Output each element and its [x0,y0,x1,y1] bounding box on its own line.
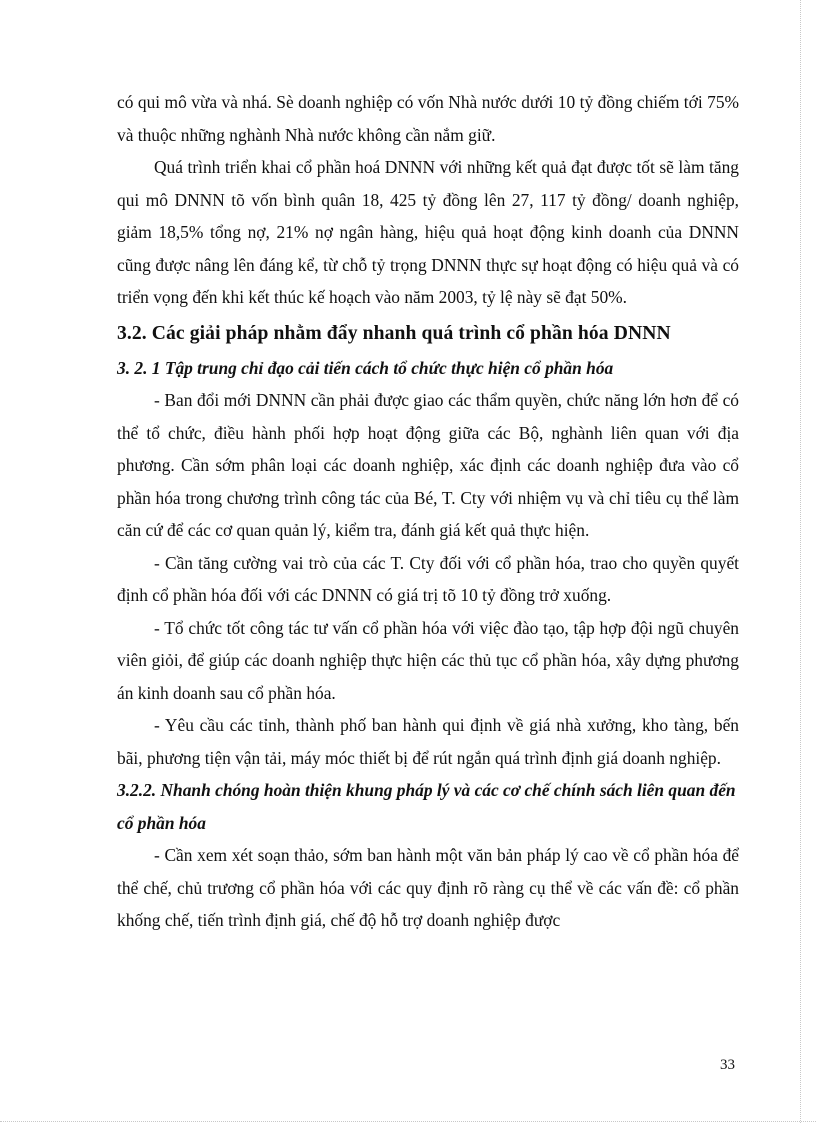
subsection-1-heading: 3. 2. 1 Tập trung chỉ đạo cải tiến cách tổ chức thực hiện cổ phần hóa [117,357,614,378]
page-edge-right [800,0,801,1123]
subsection-1-paragraph: - Yêu cầu các tỉnh, thành phố ban hành qui định về giá nhà xưởng, kho tàng, bến bãi, phương tiện vận tải, máy móc thiết bị để rút ngắn quá trình định giá doanh nghiệp. [117,715,739,768]
section-heading: 3.2. Các giải pháp nhằm đẩy nhanh quá trình cổ phần hóa DNNN [117,322,671,344]
subsection-1-paragraph: - Tổ chức tốt công tác tư vấn cổ phần hóa với việc đào tạo, tập hợp đội ngũ chuyên viên giỏi, để giúp các doanh nghiệp thực hiện các thủ tục cổ phần hóa, xây dựng phương án kinh doanh sau cổ phần hóa. [117,617,739,703]
subsection-2-heading: 3.2.2. Nhanh chóng hoàn thiện khung pháp lý và các cơ chế chính sách liên quan đến cổ phần hóa [117,780,736,833]
subsection-2-paragraph: - Cần xem xét soạn thảo, sớm ban hành một văn bản pháp lý cao về cổ phần hóa để thể chế, chủ trương cổ phần hóa với các quy định rõ ràng cụ thể về các vấn đề: cổ phần khống chế, tiến trình định giá, chế độ hỗ trợ doanh nghiệp được [117,845,739,930]
subsection-1-paragraph: - Ban đổi mới DNNN cần phải được giao các thẩm quyền, chức năng lớn hơn để có thể tổ chức, điều hành phối hợp hoạt động giữa các Bộ, nghành liên quan với địa phương. Cần sớm phân loại các doanh nghiệp, xác định các doanh nghiệp đưa vào cổ phần hóa trong chương trình công tác của Bé, T. Cty với nhiệm vụ và chỉ tiêu cụ thể làm căn cứ để các cơ quan quản lý, kiểm tra, đánh giá kết quả thực hiện. [117,390,739,540]
page-number: 33 [720,1057,735,1073]
page-content [117,86,739,937]
subsection-1-paragraph: - Cần tăng cường vai trò của các T. Cty đối với cổ phần hóa, trao cho quyền quyết định cổ phần hóa đối với các DNNN có giá trị tõ 10 tỷ đồng trở xuống. [117,552,739,605]
page-edge-bottom [0,1121,816,1122]
intro-paragraph-1: có qui mô vừa và nhá. Sè doanh nghiệp có vốn Nhà nước dưới 10 tỷ đồng chiếm tới 75% và thuộc những nghành Nhà nước không cần nắm giữ. [117,92,739,145]
intro-paragraph-2: Quá trình triển khai cổ phần hoá DNNN với những kết quả đạt được tốt sẽ làm tăng qui mô DNNN tõ vốn bình quân 18, 425 tỷ đồng lên 27, 117 tỷ đồng/ doanh nghiệp, giảm 18,5% tổng nợ, 21% nợ ngân hàng, hiệu quả hoạt động kinh doanh của DNNN cũng được nâng lên đáng kể, từ chỗ tỷ trọng DNNN thực sự hoạt động có hiệu quả và có triển vọng đến khi kết thúc kế hoạch vào năm 2003, tỷ lệ này sẽ đạt 50%. [117,157,739,307]
